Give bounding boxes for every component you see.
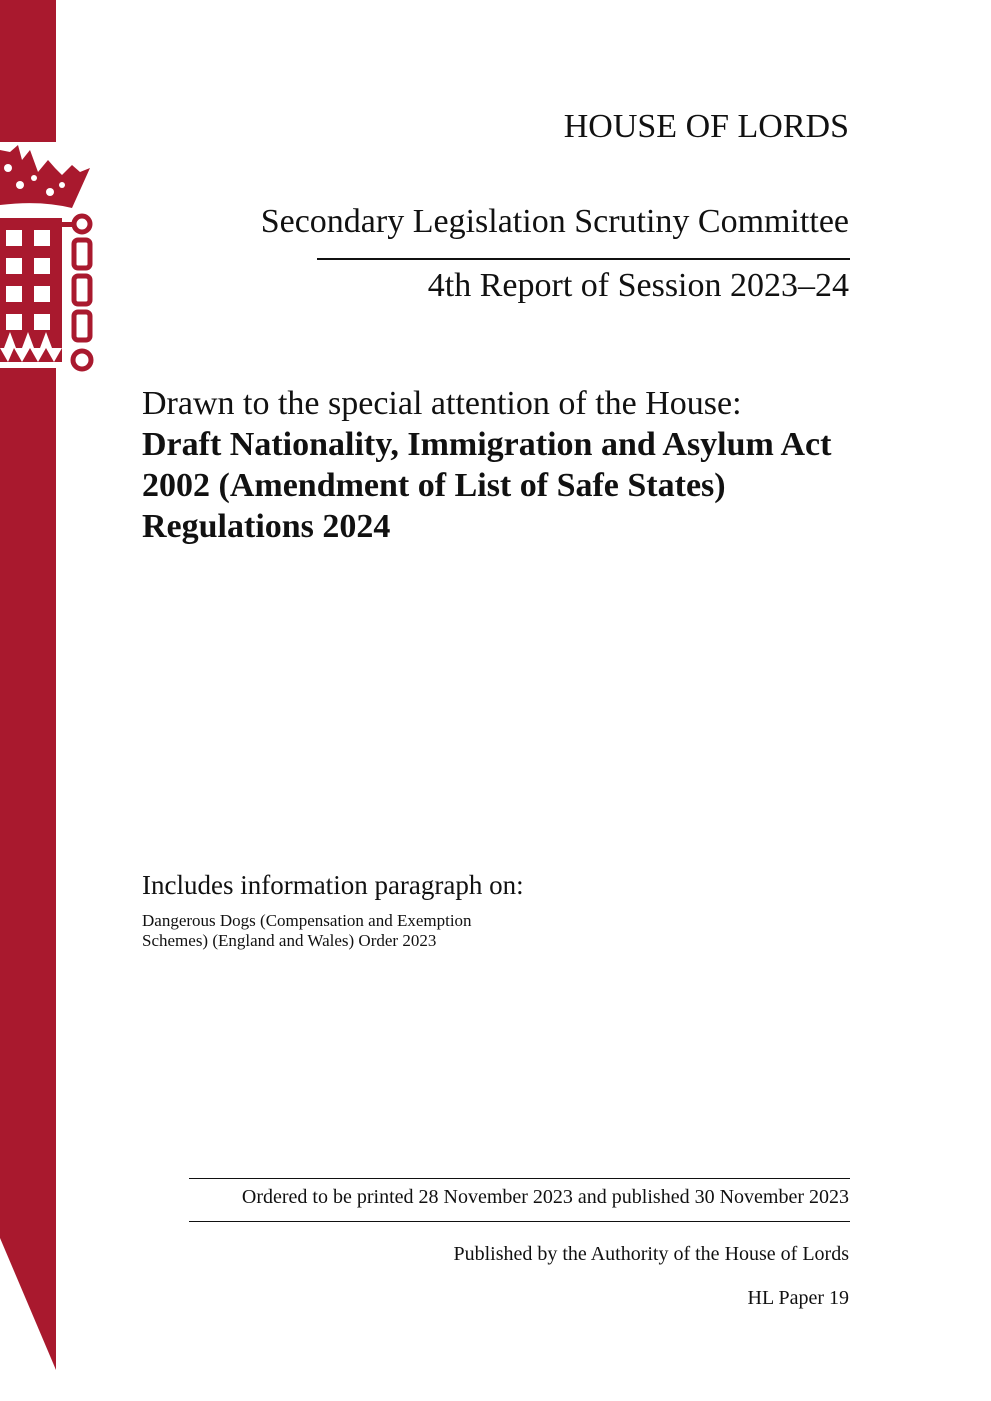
report-number: 4th Report of Session 2023–24 bbox=[427, 267, 849, 304]
red-band-bottom bbox=[0, 368, 56, 1370]
includes-heading: Includes information paragraph on: bbox=[142, 870, 524, 900]
title-intro: Drawn to the special attention of the House: bbox=[142, 385, 742, 422]
divider bbox=[189, 1221, 850, 1222]
committee-name: Secondary Legislation Scrutiny Committee bbox=[260, 203, 849, 240]
divider bbox=[189, 1178, 850, 1179]
ordered-date: Ordered to be printed 28 November 2023 and published 30 November 2023 bbox=[241, 1186, 849, 1208]
report-title bbox=[142, 383, 862, 547]
publisher: Published by the Authority of the House of Lords bbox=[453, 1243, 849, 1265]
divider bbox=[317, 258, 850, 260]
instrument-title: Draft Nationality, Immigration and Asylum Act 2002 (Amendment of List of Safe States) Regulations 2024 bbox=[142, 426, 832, 545]
paper-number: HL Paper 19 bbox=[747, 1287, 849, 1309]
house-name: HOUSE OF LORDS bbox=[563, 108, 849, 145]
red-band-top bbox=[0, 0, 56, 142]
info-paragraph-item: Dangerous Dogs (Compensation and Exemption Schemes) (England and Wales) Order 2023 bbox=[142, 911, 472, 950]
portcullis-icon bbox=[0, 145, 91, 369]
red-band-with-portcullis-logo bbox=[0, 0, 100, 1401]
